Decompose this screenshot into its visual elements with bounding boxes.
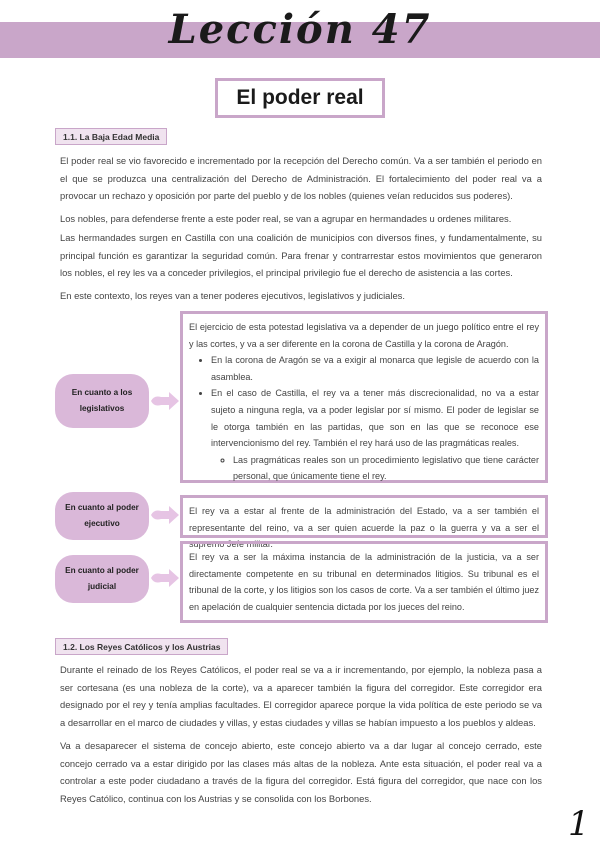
section-label-reyes-catolicos: 1.2. Los Reyes Católicos y los Austrias	[55, 638, 228, 655]
legislative-bullets	[189, 352, 539, 485]
judicial-text: El rey va a ser la máxima instancia de la administración de la justicia, va a ser directamente competente en su tribunal en determinados litigios. Su tribunal es el tribunal de la corte, y los litigios son los casos de corte. Va a ser también el último juez en apelación de cualquier sentencia dictada por los jueces del reino.	[189, 552, 539, 612]
executive-box	[180, 495, 548, 550]
pill-label: En cuanto a los legislativos	[71, 388, 133, 413]
section-label-baja-edad-media: 1.1. La Baja Edad Media	[55, 128, 167, 145]
legislative-box	[180, 311, 548, 483]
paragraph: En este contexto, los reyes van a tener poderes ejecutivos, legislativos y judiciales.	[60, 290, 405, 301]
pill-executive	[55, 492, 149, 540]
bullet-item	[211, 385, 539, 485]
bullet-text: En el caso de Castilla, el rey va a tener más discrecionalidad, no va a estar sujeto a ninguna regla, va a poder legislar por sí mismo. El poder de legislar se le otorga también en las partidas, que son en las que se reconoce ese intervencionismo del rey. También el rey hará uso de las pragmáticas reales.	[211, 388, 539, 449]
pill-legislative	[55, 374, 149, 428]
pill-judicial	[55, 555, 149, 603]
paragraph: Los nobles, para defenderse frente a este poder real, se van a agrupar en hermandades u ordenes militares.	[60, 213, 512, 224]
lesson-title: Lección 47	[168, 6, 432, 53]
legislative-intro: El ejercicio de esta potestad legislativa va a depender de un juego político entre el rey y las cortes, y va a ser diferente en la corona de Castilla y la corona de Aragón.	[189, 322, 539, 349]
page-number: 1	[568, 804, 590, 844]
arrow-icon	[150, 391, 180, 411]
pill-label: En cuanto al poder judicial	[65, 566, 139, 591]
arrow-icon	[150, 505, 180, 525]
judicial-box	[180, 541, 548, 623]
sub-bullet-item: ◦ Las pragmáticas reales son un procedimiento legislativo que tiene carácter personal, que únicamente tiene el rey.	[233, 452, 539, 485]
paragraph: Va a desaparecer el sistema de concejo abierto, este concejo abierto va a dar lugar al concejo cerrado, este concejo cerrado va a estar dirigido por las clases más altas de la nobleza. Ante esta situación, el poder real va a controlar a este poder ciudadano a través de la figura del corregidor. Está figura del corregidor, que nace con los Reyes Católico, continua con los Austrias y se consolida con los Borbones.	[60, 740, 542, 804]
executive-text: El rey va a estar al frente de la administración del Estado, va a ser también el representante del reino, va a ser quien acuerde la paz o la guerra y va a ser el supremo Jefe militar.	[189, 506, 539, 550]
paragraph: Las hermandades surgen en Castilla con una coalición de municipios con diversos fines, y fundamentalmente, su principal función es garantizar la seguridad común. Para frenar y contrarrestar estos movimientos que generaron los nobles, el rey les va a conceder privilegios, el principal privilegio fue el derecho de asistencia a las cortes.	[60, 232, 542, 278]
pill-label: En cuanto al poder ejecutivo	[65, 503, 139, 528]
paragraph: Durante el reinado de los Reyes Católicos, el poder real se va a ir incrementando, por ejemplo, la nobleza pasa a ser cortesana (es una nobleza de la corte), va a aparecer también la figura del corregidor. Este corregidor era designado por el rey y tenía amplias facultades. El corregidor aparece porque la vida política de este periodo se va a desarrollar en el marco de ciudades y villas, y estas ciudades y villas se habían impuesto a los pueblos y aldeas.	[60, 664, 542, 728]
bullet-item: • En la corona de Aragón se va a exigir al monarca que legisle de acuerdo con la asamblea.	[211, 352, 539, 385]
arrow-icon	[150, 568, 180, 588]
topic-title: El poder real	[215, 78, 385, 118]
paragraph: El poder real se vio favorecido e incrementado por la recepción del Derecho común. Va a ser también el periodo en el que se produzca una centralización del Derecho de Administración. El fortalecimiento del poder real va a provocar un rechazo y oposición por parte del pueblo y de los nobles (quienes veían reducidos sus poderes).	[60, 155, 542, 201]
